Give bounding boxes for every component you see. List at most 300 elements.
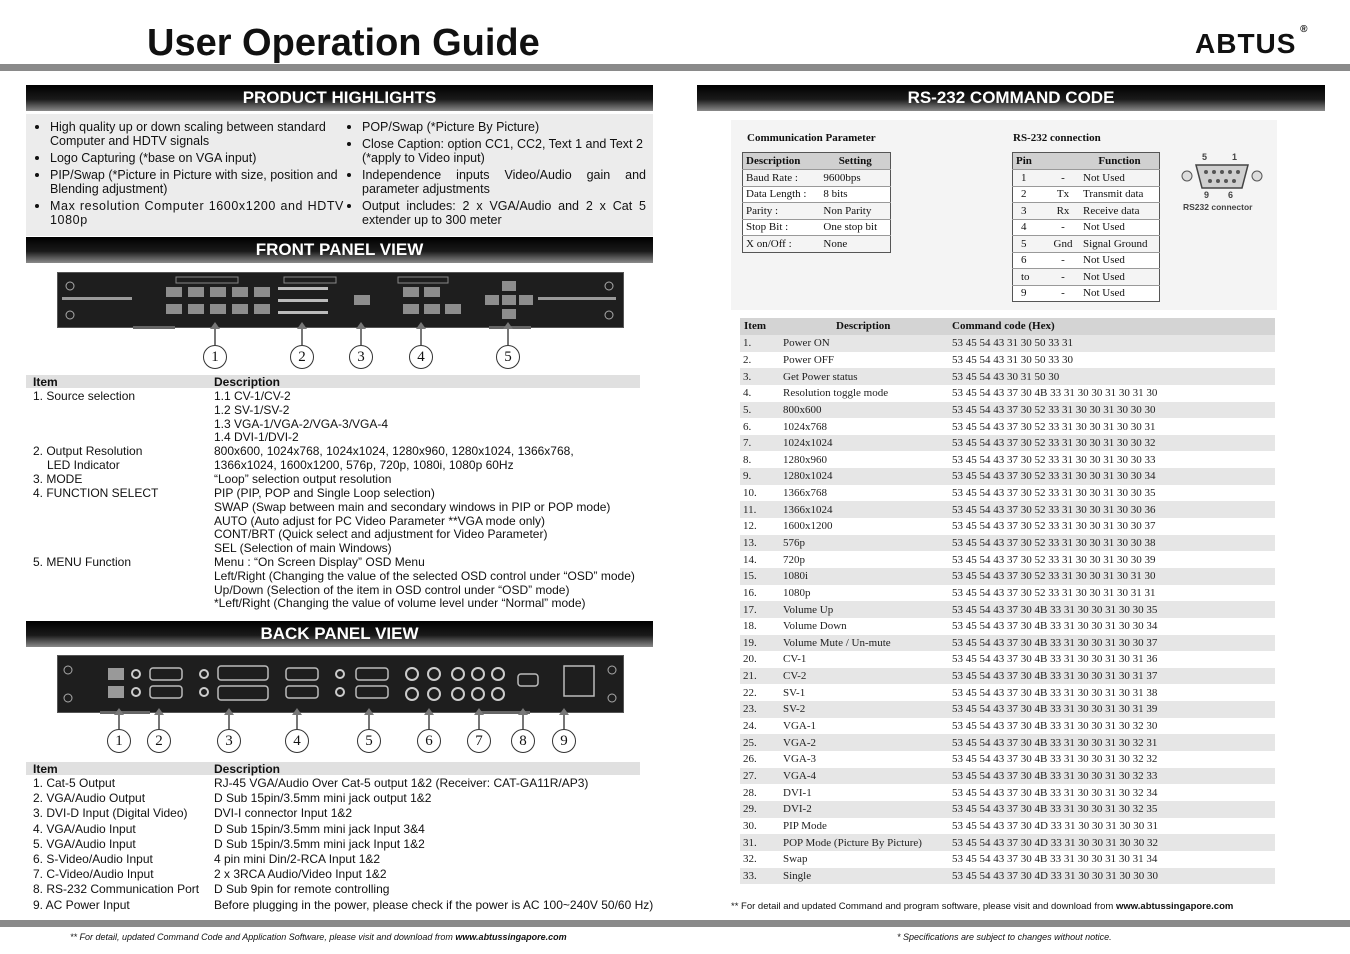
- cmd-code: 53 45 54 43 37 30 52 33 31 30 30 31 30 30 34: [952, 468, 1275, 485]
- front-item-label: 3. MODE: [33, 472, 83, 486]
- cmd-item: 9.: [740, 468, 783, 485]
- comm-cell: One stop bit: [823, 221, 878, 234]
- highlights-heading: PRODUCT HIGHLIGHTS: [26, 85, 653, 111]
- command-row: [740, 468, 1275, 485]
- back-item-desc: RJ-45 VGA/Audio Over Cat-5 output 1&2 (Receiver: CAT-GA11R/AP3): [214, 776, 589, 790]
- cmd-desc: 1366x1024: [783, 501, 952, 518]
- highlights-box: [26, 114, 653, 236]
- back-item-label: 4. VGA/Audio Input: [33, 821, 136, 836]
- back-item-label: 5. VGA/Audio Input: [33, 836, 136, 851]
- cmd-desc: SV-1: [783, 686, 806, 699]
- command-row: [740, 501, 1275, 518]
- command-row: [740, 701, 1275, 718]
- cmd-col-code: Command code (Hex): [952, 320, 1055, 332]
- command-row: [740, 651, 1275, 668]
- conn-col-pin: Pin: [1016, 155, 1032, 167]
- cmd-col-desc: Description: [836, 320, 891, 332]
- cmd-desc: DVI-1: [783, 786, 812, 799]
- callout-arrowhead: [503, 322, 513, 329]
- cmd-item: 13.: [740, 535, 783, 552]
- cmd-item: 29.: [740, 801, 783, 818]
- back-item-desc: D Sub 15pin/3.5mm mini jack Input 1&2: [214, 836, 425, 851]
- conn-cell: 2: [1021, 188, 1027, 201]
- conn-cell: -: [1061, 270, 1065, 283]
- cmd-desc: PIP Mode: [783, 819, 827, 832]
- rs232-heading: RS-232 COMMAND CODE: [697, 85, 1325, 111]
- cmd-code: 53 45 54 43 30 31 50 30: [952, 368, 1275, 385]
- front-col-desc: Description: [214, 375, 281, 389]
- conn-col-function: Function: [1098, 155, 1141, 167]
- command-row: [740, 368, 1275, 385]
- callout-arrowhead: [364, 708, 374, 715]
- cmd-item: 4.: [743, 387, 752, 400]
- cmd-item: 3.: [740, 368, 783, 385]
- command-row: [740, 585, 1275, 602]
- rs232-note: ** For detail and updated Command and program software, please visit and download from www.abtussingapore.com: [731, 901, 1234, 912]
- callout-number: 9: [552, 729, 576, 753]
- cmd-code: 53 45 54 43 37 30 4D 33 31 30 30 31 30 30 32: [952, 834, 1275, 851]
- conn-cell: Tx: [1056, 188, 1070, 201]
- cmd-code: 53 45 54 43 37 30 52 33 31 30 30 31 30 31 30: [952, 568, 1275, 585]
- callout-number: 6: [417, 729, 441, 753]
- conn-cell: 1: [1021, 171, 1027, 184]
- command-row: [740, 868, 1275, 885]
- back-col-item: Item: [33, 762, 58, 776]
- cmd-desc: 1366x768: [783, 487, 827, 500]
- comm-cell: Non Parity: [823, 204, 872, 217]
- conn-cell: -: [1061, 254, 1065, 267]
- cmd-item: 8.: [743, 453, 752, 466]
- front-item-label: 4. FUNCTION SELECT: [33, 486, 159, 500]
- highlight-item: • Close Caption: option CC1, CC2, Text 1 and Text 2 (*apply to Video input): [362, 137, 646, 165]
- cmd-item: 19.: [740, 635, 783, 652]
- cmd-desc: CV-1: [783, 653, 807, 666]
- front-item-desc: Left/Right (Changing the value of the selected OSD control under “OSD” mode): [214, 568, 635, 583]
- back-item-desc: 2 x 3RCA Audio/Video Input 1&2: [214, 867, 387, 882]
- front-panel-drawing: [58, 273, 623, 327]
- back-item-label: 8. RS-232 Communication Port: [33, 882, 200, 897]
- cmd-code: 53 45 54 43 37 30 4B 33 31 30 30 31 30 32 34: [952, 786, 1158, 799]
- callout-arrowhead: [210, 322, 220, 329]
- front-item-desc: 1.2 SV-1/SV-2: [214, 402, 290, 417]
- cmd-desc: Power OFF: [783, 353, 835, 366]
- cmd-desc: SV-2: [783, 701, 952, 718]
- conn-row: [1013, 236, 1160, 253]
- callout-arrowhead: [292, 708, 302, 715]
- command-row: [740, 568, 1275, 585]
- cmd-item: 1.: [740, 335, 783, 352]
- back-foot-left: [100, 711, 150, 714]
- cmd-desc: 1280x960: [783, 453, 827, 466]
- cmd-code: 53 45 54 43 37 30 4B 33 31 30 30 31 30 31 37: [952, 668, 1275, 685]
- cmd-desc: Volume Up: [783, 601, 952, 618]
- cmd-code: 53 45 54 43 37 30 52 33 31 30 30 31 30 30 39: [952, 553, 1156, 566]
- cmd-desc: Power ON: [783, 335, 952, 352]
- back-item-label: 9. AC Power Input: [33, 897, 130, 912]
- cmd-item: 27.: [740, 768, 783, 785]
- comm-col-head: Setting: [838, 155, 872, 167]
- highlight-item: • POP/Swap (*Picture By Picture): [362, 120, 646, 134]
- callout-arrowhead: [474, 708, 484, 715]
- cmd-col-item: Item: [744, 320, 766, 332]
- conn-cell: 6: [1021, 254, 1027, 267]
- callout-arrowhead: [224, 708, 234, 715]
- callout-number: 4: [409, 345, 433, 369]
- command-row: [740, 684, 1275, 701]
- conn-row: [1013, 269, 1160, 286]
- comm-row: [743, 170, 891, 187]
- footer-link[interactable]: www.abtussingapore.com: [455, 932, 567, 942]
- command-row: [740, 718, 1275, 735]
- rs232-note-link[interactable]: www.abtussingapore.com: [1115, 901, 1234, 912]
- callout-number: 4: [285, 729, 309, 753]
- cmd-code: 53 45 54 43 37 30 52 33 31 30 30 31 30 30 30: [952, 402, 1275, 419]
- cmd-item: 22.: [743, 686, 757, 699]
- back-item-desc: D Sub 15pin/3.5mm mini jack output 1&2: [214, 791, 432, 806]
- cmd-code: 53 45 54 43 37 30 4B 33 31 30 30 31 30 30 35: [952, 601, 1275, 618]
- command-row: [740, 418, 1275, 435]
- pin-label-1: 1: [1232, 152, 1238, 162]
- command-row: [740, 635, 1275, 652]
- callout-arrowhead: [297, 322, 307, 329]
- cmd-item: 12.: [743, 520, 757, 533]
- conn-cell: -: [1061, 171, 1065, 184]
- callout-arrowhead: [559, 708, 569, 715]
- back-table-header: [26, 762, 640, 775]
- cmd-code: 53 45 54 43 37 30 4B 33 31 30 30 31 30 30 34: [952, 620, 1158, 633]
- front-item-label: 5. MENU Function: [33, 555, 132, 569]
- callout-number: 1: [203, 345, 227, 369]
- conn-cell: Not Used: [1083, 221, 1125, 234]
- comm-cell: Baud Rate :: [746, 171, 798, 184]
- cmd-desc: VGA-2: [783, 734, 952, 751]
- conn-cell: Not Used: [1083, 171, 1125, 184]
- pin-label-9: 9: [1204, 190, 1210, 198]
- callout-arrowhead: [114, 708, 124, 715]
- conn-row: [1013, 285, 1160, 302]
- callout-number: 1: [107, 729, 131, 753]
- cmd-desc: 1024x1024: [783, 435, 952, 452]
- back-item-desc: D Sub 15pin/3.5mm mini jack Input 3&4: [214, 821, 425, 836]
- cmd-desc: 720p: [783, 553, 805, 566]
- command-row: [740, 535, 1275, 552]
- front-item-desc: 1.4 DVI-1/DVI-2: [214, 430, 299, 445]
- comm-param-table: [742, 152, 891, 253]
- front-item-desc: Up/Down (Selection of the item in OSD control under “OSD” mode): [214, 582, 570, 597]
- cmd-desc: 1080i: [783, 568, 952, 585]
- rs232-connector-icon: [1180, 150, 1264, 210]
- callout-arrowhead: [424, 708, 434, 715]
- cmd-desc: 576p: [783, 535, 952, 552]
- cmd-item: 32.: [743, 853, 757, 866]
- cmd-desc: DVI-2: [783, 801, 952, 818]
- command-row: [740, 335, 1275, 352]
- conn-cell: Not Used: [1083, 270, 1125, 283]
- cmd-item: 6.: [743, 420, 752, 433]
- conn-row: [1013, 186, 1160, 203]
- cmd-code: 53 45 54 43 37 30 52 33 31 30 30 31 30 30 33: [952, 453, 1156, 466]
- cmd-code: 53 45 54 43 37 30 4B 33 31 30 30 31 30 31 34: [952, 853, 1158, 866]
- cmd-item: 33.: [740, 868, 783, 885]
- command-row: [740, 601, 1275, 618]
- comm-row: [743, 219, 891, 236]
- front-item-desc: 1.1 CV-1/CV-2: [214, 389, 291, 403]
- front-item-desc: *Left/Right (Changing the value of volume level under “Normal” mode): [214, 596, 586, 611]
- cmd-code: 53 45 54 43 37 30 4B 33 31 30 30 31 30 31 39: [952, 701, 1275, 718]
- footer-left-note: ** For detail, updated Command Code and Application Software, please visit and download from www.abtussingapore.com: [70, 932, 567, 942]
- front-item-label-2: LED Indicator: [47, 458, 120, 472]
- cmd-desc: Resolution toggle mode: [783, 387, 889, 400]
- cmd-desc: 1080p: [783, 586, 811, 599]
- cmd-code: 53 45 54 43 37 30 4B 33 31 30 30 31 30 32 31: [952, 734, 1275, 751]
- cmd-desc: Swap: [783, 853, 808, 866]
- command-row: [740, 834, 1275, 851]
- highlight-item: • Logo Capturing (*base on VGA input): [50, 151, 344, 165]
- front-item-desc: AUTO (Auto adjust for PC Video Parameter **VGA mode only): [214, 513, 546, 528]
- cmd-code: 53 45 54 43 37 30 4B 33 31 30 30 31 30 32 33: [952, 768, 1275, 785]
- comm-cell: X on/Off :: [746, 237, 792, 250]
- callout-arrowhead: [356, 322, 366, 329]
- cmd-code: 53 45 54 43 31 30 50 33 30: [952, 353, 1073, 366]
- cmd-item: 5.: [740, 402, 783, 419]
- highlight-item: • Max resolution Computer 1600x1200 and HDTV 1080p: [50, 199, 344, 227]
- conn-row: [1013, 170, 1160, 187]
- cmd-item: 25.: [740, 734, 783, 751]
- callout-number: 2: [147, 729, 171, 753]
- cmd-code: 53 45 54 43 37 30 4B 33 31 30 30 31 30 31 36: [952, 653, 1158, 666]
- conn-row: [1013, 252, 1160, 269]
- cmd-item: 26.: [743, 753, 757, 766]
- back-item-label: 3. DVI-D Input (Digital Video): [33, 806, 188, 821]
- highlight-item: • High quality up or down scaling between standard Computer and HDTV signals: [50, 120, 344, 148]
- callout-arrowhead: [518, 708, 528, 715]
- callout-arrowhead: [154, 708, 164, 715]
- cmd-desc: 1280x1024: [783, 468, 952, 485]
- highlight-item: • Independence inputs Video/Audio gain and parameter adjustments: [362, 168, 646, 196]
- conn-cell: Signal Ground: [1083, 237, 1148, 250]
- cmd-item: 24.: [743, 720, 757, 733]
- comm-cell: Parity :: [746, 204, 779, 217]
- cmd-item: 14.: [743, 553, 757, 566]
- command-row: [740, 734, 1275, 751]
- cmd-code: 53 45 54 43 37 30 52 33 31 30 30 31 30 30 31: [952, 420, 1156, 433]
- conn-cell: 4: [1021, 221, 1027, 234]
- cmd-desc: Get Power status: [783, 368, 952, 385]
- highlight-item: • Output includes: 2 x VGA/Audio and 2 x Cat 5 extender up to 300 meter: [362, 199, 646, 227]
- cmd-code: 53 45 54 43 37 30 52 33 31 30 30 31 30 30 38: [952, 535, 1275, 552]
- callout-number: 5: [357, 729, 381, 753]
- back-col-desc: Description: [214, 762, 281, 776]
- cmd-table-header: [740, 318, 1275, 335]
- cmd-desc: Single: [783, 868, 952, 885]
- conn-cell: to: [1021, 270, 1030, 283]
- cmd-item: 7.: [740, 435, 783, 452]
- back-item-label: 1. Cat-5 Output: [33, 776, 116, 790]
- front-item-desc: SWAP (Swap between main and secondary windows in PIP or POP mode): [214, 499, 611, 514]
- cmd-item: 17.: [740, 601, 783, 618]
- command-row: [740, 451, 1275, 468]
- cmd-item: 16.: [743, 586, 757, 599]
- cmd-item: 28.: [743, 786, 757, 799]
- conn-cell: -: [1061, 287, 1065, 300]
- cmd-desc: Volume Down: [783, 620, 847, 633]
- front-panel-heading: FRONT PANEL VIEW: [26, 237, 653, 263]
- cmd-code: 53 45 54 43 37 30 4B 33 31 30 30 31 30 32 35: [952, 801, 1275, 818]
- cmd-item: 31.: [740, 834, 783, 851]
- panel-foot-left: [133, 326, 175, 329]
- top-divider: [0, 64, 1350, 71]
- command-row: [740, 385, 1275, 402]
- cmd-code: 53 45 54 43 37 30 52 33 31 30 30 31 30 30 37: [952, 520, 1156, 533]
- rs232-conn-title: RS-232 connection: [1013, 132, 1101, 144]
- back-item-label: 7. C-Video/Audio Input: [33, 867, 154, 882]
- comm-cell: 8 bits: [823, 188, 848, 201]
- command-row: [740, 485, 1275, 502]
- back-item-label: 6. S-Video/Audio Input: [33, 852, 153, 866]
- conn-cell: Gnd: [1053, 237, 1073, 250]
- cmd-code: 53 45 54 43 37 30 4D 33 31 30 30 31 30 30 30: [952, 868, 1275, 885]
- cmd-desc: 1600x1200: [783, 520, 833, 533]
- cmd-code: 53 45 54 43 37 30 52 33 31 30 30 31 30 31 31: [952, 586, 1156, 599]
- cmd-code: 53 45 54 43 37 30 52 33 31 30 30 31 30 30 32: [952, 435, 1275, 452]
- front-item-desc: 1.3 VGA-1/VGA-2/VGA-3/VGA-4: [214, 416, 389, 431]
- cmd-desc: Volume Mute / Un-mute: [783, 635, 952, 652]
- conn-cell: 3: [1021, 204, 1027, 217]
- command-row: [740, 751, 1275, 768]
- cmd-code: 53 45 54 43 37 30 4B 33 31 30 30 31 30 30 37: [952, 635, 1275, 652]
- front-item-desc: 800x600, 1024x768, 1024x1024, 1280x960, 1280x1024, 1366x768,: [214, 444, 574, 458]
- back-item-desc: 4 pin mini Din/2-RCA Input 1&2: [214, 852, 381, 866]
- cmd-desc: VGA-4: [783, 768, 952, 785]
- conn-cell: Transmit data: [1083, 188, 1144, 201]
- comm-row: [743, 236, 891, 253]
- cmd-desc: VGA-1: [783, 720, 816, 733]
- conn-cell: Not Used: [1083, 254, 1125, 267]
- command-row: [740, 851, 1275, 868]
- rs232-conn-table: [1012, 152, 1160, 302]
- comm-row: [743, 203, 891, 220]
- cmd-item: 20.: [743, 653, 757, 666]
- cmd-item: 10.: [743, 487, 757, 500]
- comm-row: [743, 186, 891, 203]
- command-table: [740, 335, 1275, 884]
- back-item-desc: DVI-I connector Input 1&2: [214, 806, 353, 821]
- back-item-label: 2. VGA/Audio Output: [33, 791, 146, 806]
- command-row: [740, 551, 1275, 568]
- cmd-item: 15.: [740, 568, 783, 585]
- cmd-desc: CV-2: [783, 668, 952, 685]
- command-row: [740, 402, 1275, 419]
- conn-row: [1013, 203, 1160, 220]
- comm-cell: 9600bps: [823, 171, 861, 184]
- brand-logo: ABTUS ®: [1195, 24, 1309, 59]
- front-table-header: [26, 375, 640, 388]
- cmd-item: 2.: [743, 353, 752, 366]
- conn-cell: 5: [1021, 237, 1027, 250]
- command-row: [740, 668, 1275, 685]
- comm-col-head: Description: [746, 155, 801, 167]
- callout-number: 8: [511, 729, 535, 753]
- callout-number: 5: [496, 345, 520, 369]
- back-panel-heading: BACK PANEL VIEW: [26, 621, 653, 647]
- cmd-code: 53 45 54 43 37 30 4B 33 31 30 30 31 30 31 38: [952, 686, 1158, 699]
- cmd-code: 53 45 54 43 37 30 4B 33 31 30 30 31 30 32 32: [952, 753, 1158, 766]
- cmd-code: 53 45 54 43 37 30 4D 33 31 30 30 31 30 30 31: [952, 819, 1158, 832]
- cmd-item: 18.: [743, 620, 757, 633]
- command-row: [740, 768, 1275, 785]
- command-row: [740, 618, 1275, 635]
- pin-label-6: 6: [1228, 190, 1234, 198]
- callout-number: 7: [467, 729, 491, 753]
- comm-cell: Stop Bit :: [746, 221, 789, 234]
- callout-number: 3: [217, 729, 241, 753]
- front-item-label: 2. Output Resolution: [33, 444, 143, 458]
- cmd-item: 30.: [743, 819, 757, 832]
- front-item-desc: “Loop” selection output resolution: [214, 472, 392, 486]
- front-item-desc: 1366x1024, 1600x1200, 576p, 720p, 1080i, 1080p 60Hz: [214, 457, 514, 472]
- cmd-code: 53 45 54 43 37 30 4B 33 31 30 30 31 30 32 30: [952, 720, 1158, 733]
- front-item-desc: SEL (Selection of main Windows): [214, 541, 392, 556]
- command-row: [740, 818, 1275, 835]
- command-row: [740, 518, 1275, 535]
- back-panel-drawing: [58, 656, 623, 712]
- comm-param-title: Communication Parameter: [747, 132, 876, 144]
- cmd-code: 53 45 54 43 31 30 50 33 31: [952, 335, 1275, 352]
- front-item-desc: Menu : “On Screen Display” OSD Menu: [214, 555, 425, 569]
- comm-cell: Data Length :: [746, 188, 807, 201]
- cmd-code: 53 45 54 43 37 30 52 33 31 30 30 31 30 30 35: [952, 487, 1156, 500]
- footer-right-note: * Specifications are subject to changes without notice.: [897, 932, 1112, 942]
- conn-cell: Not Used: [1083, 287, 1125, 300]
- callout-number: 3: [349, 345, 373, 369]
- bottom-divider: [0, 920, 1350, 927]
- command-row: [740, 784, 1275, 801]
- callout-arrowhead: [416, 322, 426, 329]
- conn-row: [1013, 219, 1160, 236]
- page-title: User Operation Guide: [147, 22, 540, 64]
- cmd-item: 23.: [740, 701, 783, 718]
- highlight-item: • PIP/Swap (*Picture in Picture with size, position and Blending adjustment): [50, 168, 344, 196]
- rs232-connector-label: RS232 connector: [1183, 202, 1253, 212]
- conn-cell: Rx: [1056, 204, 1070, 217]
- front-col-item: Item: [33, 375, 58, 389]
- cmd-code: 53 45 54 43 37 30 4B 33 31 30 30 31 30 31 30: [952, 387, 1158, 400]
- front-item-desc: PIP (PIP, POP and Single Loop selection): [214, 486, 435, 500]
- cmd-item: 21.: [740, 668, 783, 685]
- back-item-desc: Before plugging in the power, please check if the power is AC 100~240V 50/60 Hz): [214, 897, 654, 912]
- front-item-desc: CONT/BRT (Quick select and adjustment for Video Parameter): [214, 527, 548, 542]
- back-panel-image: [57, 655, 624, 713]
- front-item-label: 1. Source selection: [33, 389, 136, 403]
- conn-cell: -: [1061, 221, 1065, 234]
- back-item-desc: D Sub 9pin for remote controlling: [214, 882, 390, 897]
- cmd-desc: POP Mode (Picture By Picture): [783, 834, 952, 851]
- comm-cell: None: [823, 237, 848, 250]
- conn-cell: 9: [1021, 287, 1027, 300]
- command-row: [740, 435, 1275, 452]
- command-row: [740, 352, 1275, 369]
- callout-number: 2: [290, 345, 314, 369]
- cmd-item: 11.: [740, 501, 783, 518]
- cmd-desc: 800x600: [783, 402, 952, 419]
- cmd-desc: 1024x768: [783, 420, 827, 433]
- conn-cell: Receive data: [1083, 204, 1140, 217]
- front-panel-image: [57, 272, 624, 328]
- pin-label-5: 5: [1202, 152, 1208, 162]
- cmd-code: 53 45 54 43 37 30 52 33 31 30 30 31 30 30 36: [952, 501, 1275, 518]
- cmd-desc: VGA-3: [783, 753, 816, 766]
- command-row: [740, 801, 1275, 818]
